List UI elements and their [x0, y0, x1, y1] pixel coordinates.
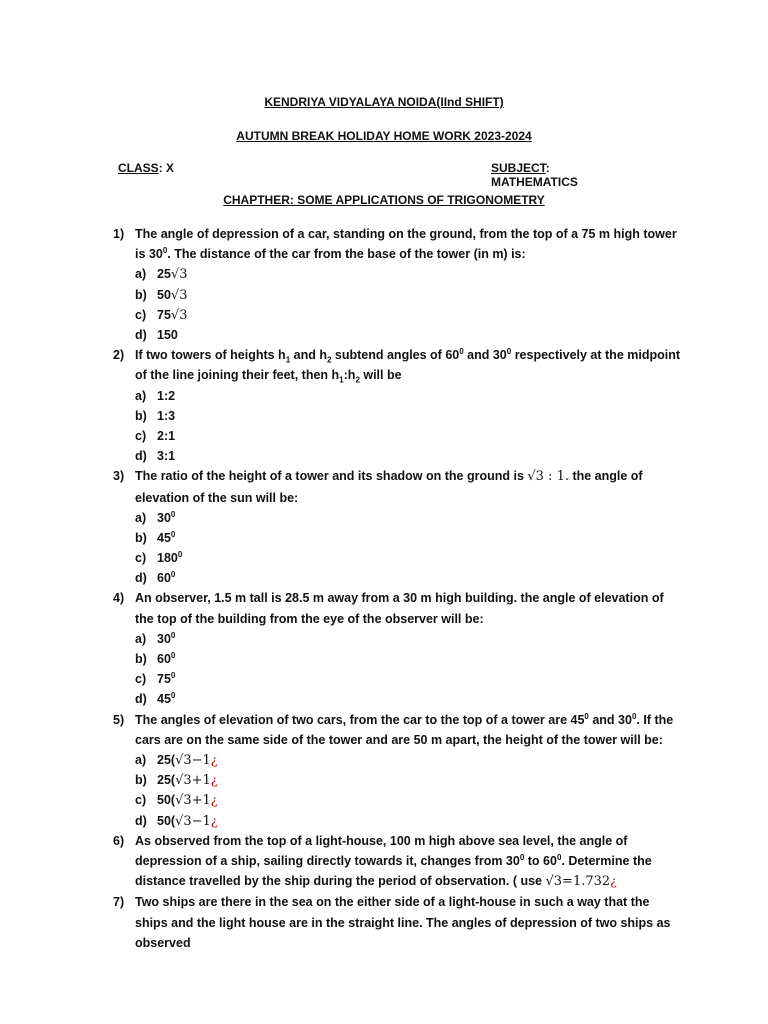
option-a: a) $30^0$	[135, 509, 176, 525]
options	[135, 508, 683, 589]
question-number: 2)	[113, 348, 125, 363]
question-text: An observer, 1.5 m tall is 28.5 m away from a 30 m high building. the angle of elevation of the top of the building from the eye of the observer will be:	[135, 591, 664, 626]
option-a: a) 25√3	[135, 267, 188, 283]
option-c: c) 2:1	[135, 428, 176, 443]
class-label: CLASS	[118, 161, 159, 175]
option-b: b) 25(√3+1¿	[135, 772, 218, 789]
question-3	[113, 466, 683, 588]
question-list	[0, 224, 768, 953]
homework-title: AUTUMN BREAK HOLIDAY HOME WORK 2023-2024	[236, 129, 532, 143]
options	[135, 750, 683, 831]
question-number: 5)	[113, 712, 125, 727]
options	[135, 264, 683, 345]
option-a: a) 1:2	[135, 388, 176, 403]
subject-field	[491, 161, 638, 189]
option-a: a) 25(√3−1¿	[135, 752, 218, 769]
option-c: c) 50(√3+1¿	[135, 792, 218, 809]
option-d: d) 150	[135, 327, 178, 342]
option-b: b) $60^0$	[135, 650, 176, 667]
options	[135, 629, 683, 710]
school-name: KENDRIYA VIDYALAYA NOIDA(IInd SHIFT)	[264, 95, 504, 109]
subject-value: : MATHEMATICS	[491, 161, 578, 189]
question-number: 7)	[113, 895, 125, 910]
question-text: As observed from the top of a light-house, 100 m high above sea level, the angle of depression of a ship, sailing directly towards it, changes from $30^0$ to $60^0$. Determine the distance travelled by the ship during the period of observation. ( use √3=1.732¿	[135, 833, 652, 890]
question-2	[113, 345, 683, 466]
class-subject-row	[118, 161, 638, 189]
option-d: d) 3:1	[135, 449, 176, 464]
option-d: d) 50(√3−1¿	[135, 812, 218, 829]
option-b: b) $45^0$	[135, 529, 176, 545]
options	[135, 386, 683, 467]
subject-label: SUBJECT	[491, 161, 546, 175]
option-c: c) $75^0$	[135, 671, 176, 687]
option-b: b) 50√3	[135, 287, 188, 303]
chapter-title: CHAPTHER: SOME APPLICATIONS OF TRIGONOMETRY	[223, 193, 545, 207]
question-number: 4)	[113, 591, 125, 606]
option-c: c) 75√3	[135, 307, 188, 323]
question-6	[113, 831, 683, 893]
option-a: a) $30^0$	[135, 630, 176, 646]
option-c: c) $180^0$	[135, 549, 183, 566]
class-value: : X	[158, 161, 175, 175]
question-number: 1)	[113, 227, 125, 241]
question-text: The angles of elevation of two cars, from the car to the top of a tower are $45^0$ and $30^0$. If the cars are on the same side of the tower and are 50 m apart, the height of the tower will be:	[135, 711, 674, 747]
question-4	[113, 588, 683, 709]
question-text: Two ships are there in the sea on the either side of a light-house in such a way that the ships and the light house are in the straight line. The angles of depression of two ships as observed	[135, 895, 671, 950]
question-1	[113, 224, 683, 345]
question-number: 3)	[113, 469, 125, 484]
question-text: The angle of depression of a car, standing on the ground, from the top of a 75 m high tower is $30^0$. The distance of the car from the base of the tower (in m) is:	[135, 227, 677, 262]
question-number: 6)	[113, 833, 125, 848]
option-d: d) $45^0$	[135, 691, 176, 707]
option-d: d) $60^0$	[135, 570, 176, 586]
question-7	[113, 892, 683, 953]
option-b: b) 1:3	[135, 408, 176, 423]
question-text: The ratio of the height of a tower and its shadow on the ground is √3 : 1. the angle of elevation of the sun will be:	[135, 469, 643, 505]
question-5	[113, 710, 683, 831]
question-text: If two towers of heights $h_1$ and $h_2$ subtend angles of $60^0$ and $30^0$ respectively at the midpoint of the line joining their feet, then $h_1:h_2$ will be	[135, 347, 681, 385]
